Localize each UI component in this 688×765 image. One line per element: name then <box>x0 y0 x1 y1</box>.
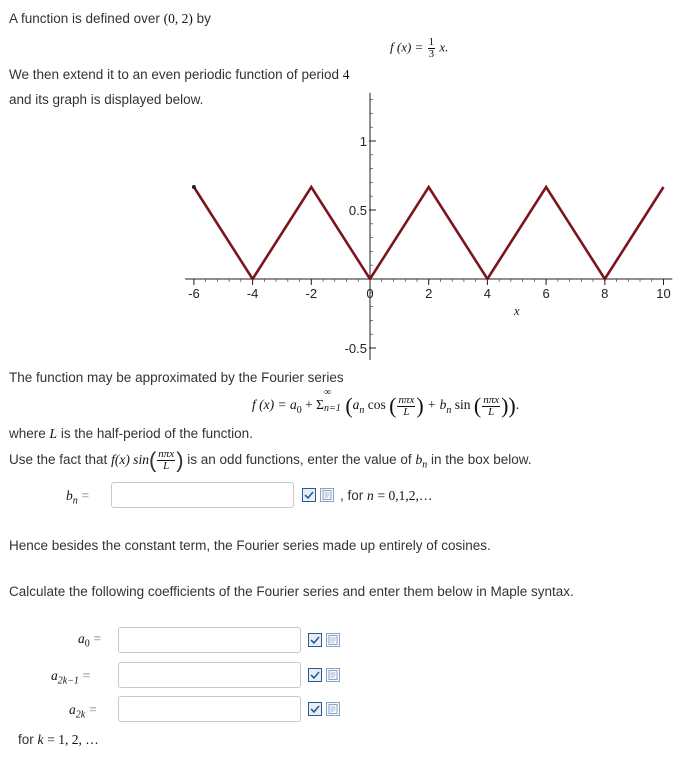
formula-sum-top: ∞ <box>323 387 332 399</box>
a0-label <box>78 631 101 650</box>
odd-suffix: in the box below. <box>430 452 532 467</box>
x-tick-label: 10 <box>656 286 671 301</box>
x-tick-label: 4 <box>483 286 492 301</box>
series-line <box>194 187 664 279</box>
x-tick-label: 6 <box>542 286 550 301</box>
a2k1-label-eq: = <box>82 668 91 683</box>
hence-line: Hence besides the constant term, the Fourier series made up entirely of cosines. <box>9 538 491 553</box>
formula-sum-bottom: n=1 <box>323 403 341 415</box>
formula-a: a <box>352 397 360 413</box>
preview-icon[interactable] <box>326 668 340 682</box>
where-prefix: where <box>9 426 46 441</box>
x-tick-label: 2 <box>425 286 433 301</box>
formula-bn-sub: n <box>446 404 452 416</box>
intro-prefix: A function is defined over <box>9 11 160 26</box>
bn-range <box>340 488 432 504</box>
formula-cos-frac <box>397 395 415 418</box>
plot-axes <box>185 93 672 360</box>
formula-cos-frac-num: nπx <box>398 393 415 406</box>
y-tick-label: 1 <box>359 134 367 149</box>
a2k1-label <box>51 668 90 687</box>
footer-var: k <box>37 732 44 747</box>
calc-line: Calculate the following coefficients of the Fourier series and enter them below in Maple syntax. <box>9 584 574 599</box>
where-line <box>9 426 253 442</box>
formula-cos-frac-den: L <box>403 405 410 418</box>
formula-sin-frac <box>482 395 500 418</box>
formula-sin: sin <box>454 397 471 413</box>
formula-sin-frac-den: L <box>488 405 495 418</box>
odd-frac-den: L <box>163 459 170 472</box>
function-lhs: f (x) = <box>390 39 424 55</box>
y-tick-label: -0.5 <box>344 341 367 356</box>
bn-input[interactable] <box>111 482 294 508</box>
intro-interval: (0, 2) <box>163 11 193 26</box>
fourier-formula: f $(x) = a_0 + \Sigma$ ∞ n=1 ($a_n$ cos ( $\frac{\text{nπx}}{L}$ ) + $b_n$ sin ( $\frac{\text{nπx}}{L}$ )). <box>252 387 520 418</box>
x-tick-label: -6 <box>188 286 200 301</box>
odd-frac-num: nπx <box>158 447 175 460</box>
x-tick-label: -4 <box>246 286 259 301</box>
intro-suffix: by <box>196 11 211 26</box>
odd-prefix: Use the fact that <box>9 452 108 467</box>
bn-label <box>66 488 89 507</box>
function-fraction-num: 1 <box>428 36 435 48</box>
bn-range-vals: = 0,1,2,… <box>377 488 433 503</box>
series-start-point <box>192 185 196 189</box>
fourier-intro: The function may be approximated by the Fourier series <box>9 370 344 385</box>
footer-vals: = 1, 2, … <box>47 732 99 747</box>
a2k-label-var: a <box>69 702 76 717</box>
formula-end: . <box>515 397 520 413</box>
odd-line: Use the fact that f(x) sin( $\frac{\text{nπx}}{L}$ ) is an odd functions, enter the value of $b_n$ in the box below. <box>9 447 532 473</box>
extend-prefix: We then extend it to an even periodic function of period <box>9 67 339 82</box>
y-tick-label: 0.5 <box>348 203 367 218</box>
plot-labels <box>188 134 671 356</box>
where-var: L <box>49 426 58 441</box>
extend-period: 4 <box>342 67 350 82</box>
bn-label-eq: = <box>81 488 90 503</box>
x-axis-label: x <box>513 303 520 318</box>
a2k1-label-sub: 2k−1 <box>57 675 79 687</box>
plot-series <box>192 185 664 279</box>
formula-cos: cos <box>367 397 386 413</box>
a0-label-sub: 0 <box>84 638 90 650</box>
bn-label-var: b <box>66 488 73 503</box>
odd-middle: is an odd functions, enter the value of <box>187 452 412 467</box>
x-tick-label: 0 <box>366 286 374 301</box>
check-answer-icon[interactable] <box>308 702 322 716</box>
a0-input[interactable] <box>118 627 301 653</box>
a2k1-label-var: a <box>51 668 58 683</box>
odd-frac <box>157 449 175 472</box>
a2k-label <box>69 702 97 721</box>
odd-bn: b <box>415 452 423 467</box>
odd-bn-sub: n <box>422 459 428 471</box>
extend-line-2: and its graph is displayed below. <box>9 92 204 107</box>
footer-prefix: for <box>18 732 34 747</box>
formula-sub0: 0 <box>296 404 302 416</box>
formula-an-sub: n <box>359 404 365 416</box>
odd-expr: f(x) sin <box>111 452 149 467</box>
where-suffix: is the half-period of the function. <box>60 426 253 441</box>
function-fraction-den: 3 <box>428 48 435 60</box>
formula-lhs: f (x) = a <box>252 397 297 413</box>
function-var: x. <box>439 39 449 55</box>
formula-plus-sum: + Σ <box>305 397 324 413</box>
a0-label-var: a <box>78 631 85 646</box>
check-answer-icon[interactable] <box>308 668 322 682</box>
bn-label-sub: n <box>72 495 78 507</box>
function-plot <box>0 0 688 360</box>
a2k1-input[interactable] <box>118 662 301 688</box>
formula-sin-frac-num: nπx <box>483 393 500 406</box>
bn-range-text: , for <box>340 488 364 503</box>
preview-icon[interactable] <box>326 702 340 716</box>
a2k-input[interactable] <box>118 696 301 722</box>
x-tick-label: 8 <box>601 286 609 301</box>
x-tick-label: -2 <box>305 286 318 301</box>
preview-icon[interactable] <box>320 488 334 502</box>
bn-range-var: n <box>367 488 374 503</box>
formula-b: + b <box>427 397 447 413</box>
check-answer-icon[interactable] <box>302 488 316 502</box>
a2k-label-sub: 2k <box>75 709 86 721</box>
preview-icon[interactable] <box>326 633 340 647</box>
footer-line <box>18 732 99 748</box>
check-answer-icon[interactable] <box>308 633 322 647</box>
a0-label-eq: = <box>93 631 102 646</box>
a2k-label-eq: = <box>88 702 97 717</box>
